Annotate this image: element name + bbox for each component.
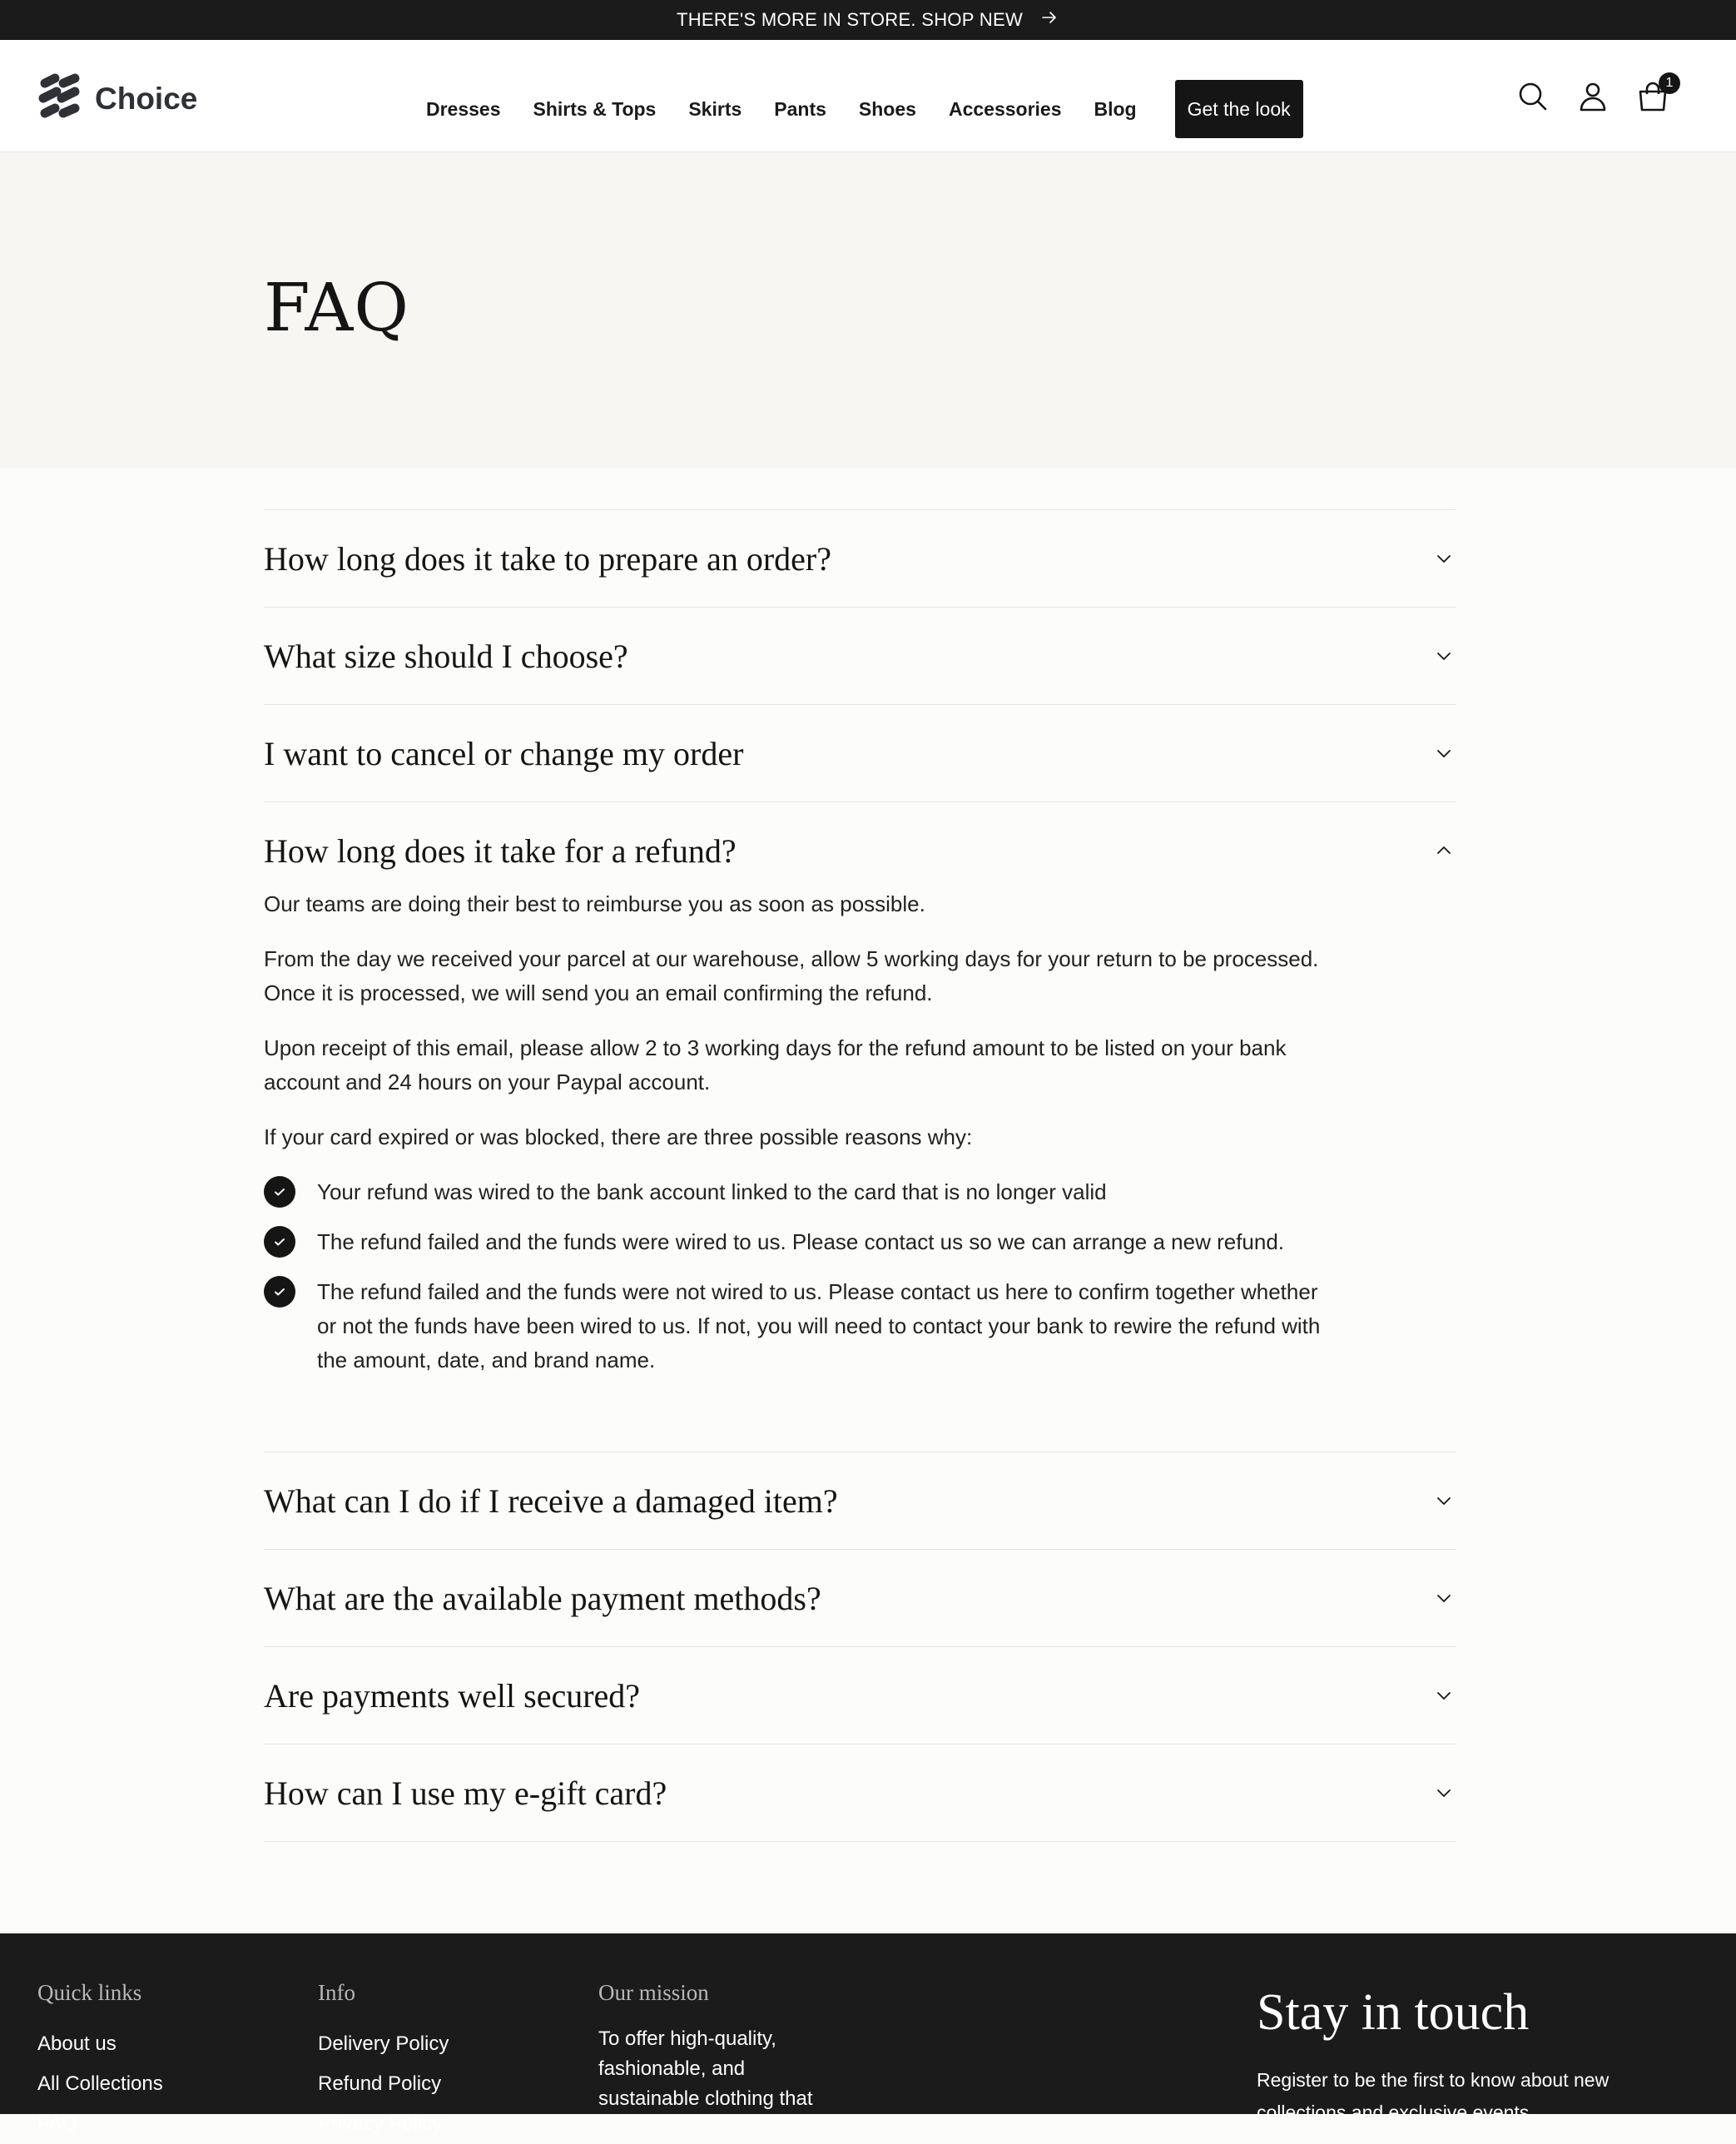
arrow-right-icon [1039, 7, 1059, 32]
user-icon[interactable] [1576, 80, 1610, 113]
newsletter-text: Register to be the first to know about new collections and exclusive events. [1257, 2069, 1610, 2123]
chevron-up-icon [1434, 841, 1454, 861]
faq-item [264, 1452, 1456, 1549]
chevron-down-icon [1434, 1491, 1454, 1511]
logo[interactable] [37, 73, 197, 124]
faq-question-toggle[interactable] [264, 705, 1456, 802]
answer-paragraph: Our teams are doing their best to reimburse you as soon as possible. [264, 891, 925, 916]
faq-question-toggle[interactable] [264, 608, 1456, 704]
footer-link-collections[interactable]: All Collections [37, 2072, 163, 2095]
footer-link-about[interactable]: About us [37, 2032, 117, 2055]
cart-count-badge: 1 [1659, 72, 1680, 94]
nav-accessories[interactable]: Accessories [948, 98, 1062, 120]
faq-item [264, 704, 1456, 802]
footer-link-refund[interactable]: Refund Policy [318, 2072, 442, 2095]
site-footer [0, 1933, 1736, 2135]
footer-link-faq[interactable]: FAQ [37, 2112, 78, 2135]
page-title: FAQ [264, 269, 409, 346]
footer-heading: Our mission [598, 1980, 709, 2005]
chevron-down-icon [1434, 743, 1454, 763]
check-circle-icon [264, 1176, 295, 1208]
nav-shirts-tops[interactable]: Shirts & Tops [533, 98, 657, 120]
list-item-text: Your refund was wired to the bank account linked to the card that is no longer valid [317, 1179, 1107, 1204]
faq-question: How can I use my e-gift card? [264, 1774, 667, 1812]
faq-question-toggle[interactable] [264, 510, 1456, 607]
list-item [264, 1225, 1337, 1259]
answer-paragraph: If your card expired or was blocked, there are three possible reasons why: [264, 1124, 973, 1149]
faq-question-toggle[interactable] [264, 1452, 1456, 1549]
mission-text: To offer high-quality, fashionable, and sustainable clothing that [598, 2027, 813, 2110]
check-circle-icon [264, 1226, 295, 1258]
chevron-down-icon [1434, 1685, 1454, 1705]
main-nav [426, 80, 1303, 138]
list-item-text: The refund failed and the funds were not wired to us. Please contact us here to confirm together whether or not the funds have been wired to us. If not, you will need to contact your bank to rewire the refund with the amount, date, and brand name. [317, 1279, 1321, 1372]
check-circle-icon [264, 1276, 295, 1308]
nav-skirts[interactable]: Skirts [688, 98, 742, 120]
search-icon[interactable] [1516, 80, 1550, 113]
faq-item [264, 607, 1456, 704]
announcement-bar[interactable] [0, 0, 1736, 40]
faq-question-toggle[interactable] [264, 802, 1456, 899]
get-the-look-button[interactable]: Get the look [1175, 80, 1303, 138]
announcement-text[interactable]: THERE'S MORE IN STORE. SHOP NEW [676, 9, 1024, 30]
chevron-down-icon [1434, 1588, 1454, 1608]
chevron-down-icon [1434, 646, 1454, 666]
faq-question: How long does it take for a refund? [264, 831, 737, 870]
newsletter-title: Stay in touch [1257, 1984, 1530, 2041]
chevron-down-icon [1434, 548, 1454, 568]
faq-question: What size should I choose? [264, 637, 628, 675]
reasons-list [264, 1175, 1337, 1377]
nav-dresses[interactable]: Dresses [426, 98, 501, 120]
chevron-down-icon [1434, 1783, 1454, 1803]
logo-text: Choice [95, 81, 198, 116]
faq-question-toggle[interactable] [264, 1744, 1456, 1841]
nav-pants[interactable]: Pants [774, 98, 826, 120]
footer-link-privacy[interactable]: Privacy Policy [318, 2112, 443, 2135]
footer-newsletter [1257, 1983, 1656, 2129]
faq-question-toggle[interactable] [264, 1647, 1456, 1744]
answer-paragraph: Upon receipt of this email, please allow 2 to 3 working days for the refund amount to be listed on your bank account and 24 hours on your Paypal account. [264, 1035, 1287, 1094]
site-header [0, 40, 1736, 152]
nav-blog[interactable]: Blog [1094, 98, 1137, 120]
footer-mission [598, 1980, 848, 2114]
nav-shoes[interactable]: Shoes [858, 98, 916, 120]
faq-answer [264, 887, 1337, 1452]
logo-mark-icon [37, 73, 83, 124]
list-item [264, 1175, 1337, 1209]
answer-paragraph: From the day we received your parcel at our warehouse, allow 5 working days for your return to be processed. Once it is processed, we will send you an email confirming the refund. [264, 946, 1319, 1005]
faq-question: What are the available payment methods? [264, 1579, 821, 1617]
faq-item [264, 1646, 1456, 1744]
footer-info [318, 1980, 449, 2144]
faq-question: Are payments well secured? [264, 1676, 641, 1715]
faq-item [264, 1549, 1456, 1646]
faq-question-toggle[interactable] [264, 1550, 1456, 1646]
faq-question: I want to cancel or change my order [264, 734, 744, 772]
footer-heading: Info [318, 1980, 355, 2005]
footer-quick-links [37, 1980, 163, 2144]
faq-question: How long does it take to prepare an order? [264, 539, 831, 578]
header-actions [1516, 76, 1674, 113]
footer-heading: Quick links [37, 1980, 142, 2005]
faq-item-expanded [264, 802, 1456, 1452]
footer-link-delivery[interactable]: Delivery Policy [318, 2032, 449, 2055]
faq-question: What can I do if I receive a damaged item? [264, 1481, 838, 1520]
shopping-bag-icon[interactable] [1636, 76, 1674, 113]
list-item-text: The refund failed and the funds were wired to us. Please contact us so we can arrange a new refund. [317, 1229, 1285, 1254]
list-item [264, 1275, 1337, 1377]
faq-accordion [264, 509, 1456, 1842]
page-hero [0, 152, 1736, 468]
faq-item [264, 1744, 1456, 1842]
faq-item [264, 509, 1456, 607]
